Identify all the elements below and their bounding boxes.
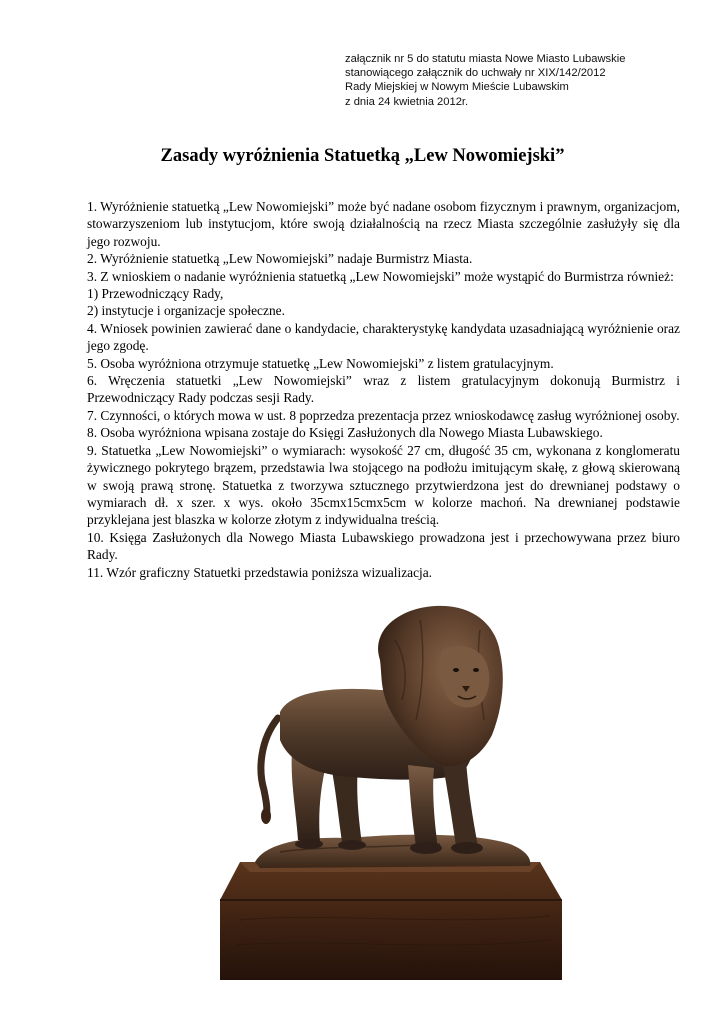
paragraph: 9. Statuetka „Lew Nowomiejski” o wymiarach: wysokość 27 cm, długość 35 cm, wykonana z konglomeratu żywicznego pokrytego brązem, przedstawia lwa stojącego na podłożu imitującym skałę, z głową skierowaną w swoją prawą stronę. Statuetka z tworzywa sztucznego przytwierdzona jest do drewnianej podstawy o wymiarach dł. x szer. x wys. około 35cmx15cmx5cm w kolorze machoń. Na drewnianej podstawie przyklejana jest blaszka w kolorze złotym z indywidualna treścią. (87, 442, 680, 528)
paragraph: 5. Osoba wyróżniona otrzymuje statuetkę „Lew Nowomiejski” z listem gratulacyjnym. (87, 355, 554, 371)
paragraph: 2. Wyróżnienie statuetką „Lew Nowomiejski” nadaje Burmistrz Miasta. (87, 251, 473, 267)
paragraph: 4. Wniosek powinien zawierać dane o kandydacie, charakterystykę kandydata uzasadniającą wyróżnienie oraz jego zgodę. (87, 320, 680, 354)
paragraph: 2) instytucje i organizacje społeczne. (87, 303, 285, 319)
paragraph: 8. Osoba wyróżniona wpisana zostaje do Księgi Zasłużonych dla Nowego Miasta Lubawskiego. (87, 425, 603, 441)
document-title: Zasady wyróżnienia Statuetką „Lew Nowomiejski” (160, 146, 565, 166)
paragraph: 1) Przewodniczący Rady, (87, 286, 224, 302)
wooden-base (220, 862, 562, 980)
rock-platform (255, 835, 530, 868)
paragraph: 11. Wzór graficzny Statuetki przedstawia poniższa wizualizacja. (87, 564, 433, 580)
paragraph: 1. Wyróżnienie statuetką „Lew Nowomiejski” może być nadane osobom fizycznym i prawnym, organizacjom, stowarzyszeniom lub instytucjom, które swoją działalnością na rzecz Miasta szczególnie zasłużyły się dla jego rozwoju. (87, 199, 680, 249)
attachment-note-line: załącznik nr 5 do statutu miasta Nowe Miasto Lubawskie (345, 53, 626, 65)
lion-statuette-image (180, 600, 580, 1008)
attachment-note-line: Rady Miejskiej w Nowym Mieście Lubawskim (345, 81, 569, 94)
document-body (87, 198, 680, 581)
paragraph: 3. Z wnioskiem o nadanie wyróżnienia statuetką „Lew Nowomiejski” może wystąpić do Burmistrza również: (87, 268, 674, 284)
attachment-note-line: z dnia 24 kwietnia 2012r. (345, 95, 469, 108)
paragraph: 7. Czynności, o których mowa w ust. 8 poprzedza prezentacja przez wnioskodawcę zasług wyróżnionej osoby. (87, 407, 680, 423)
attachment-note (345, 52, 705, 109)
paragraph: 10. Księga Zasłużonych dla Nowego Miasta Lubawskiego prowadzona jest i przechowywana przez biuro Rady. (87, 529, 680, 563)
lion-tail (261, 718, 278, 816)
attachment-note-line: stanowiącego załącznik do uchwały nr XIX/142/2012 (345, 67, 606, 80)
paragraph: 6. Wręczenia statuetki „Lew Nowomiejski” wraz z listem gratulacyjnym dokonują Burmistrz i Przewodniczący Rady podczas sesji Rady. (87, 373, 680, 406)
